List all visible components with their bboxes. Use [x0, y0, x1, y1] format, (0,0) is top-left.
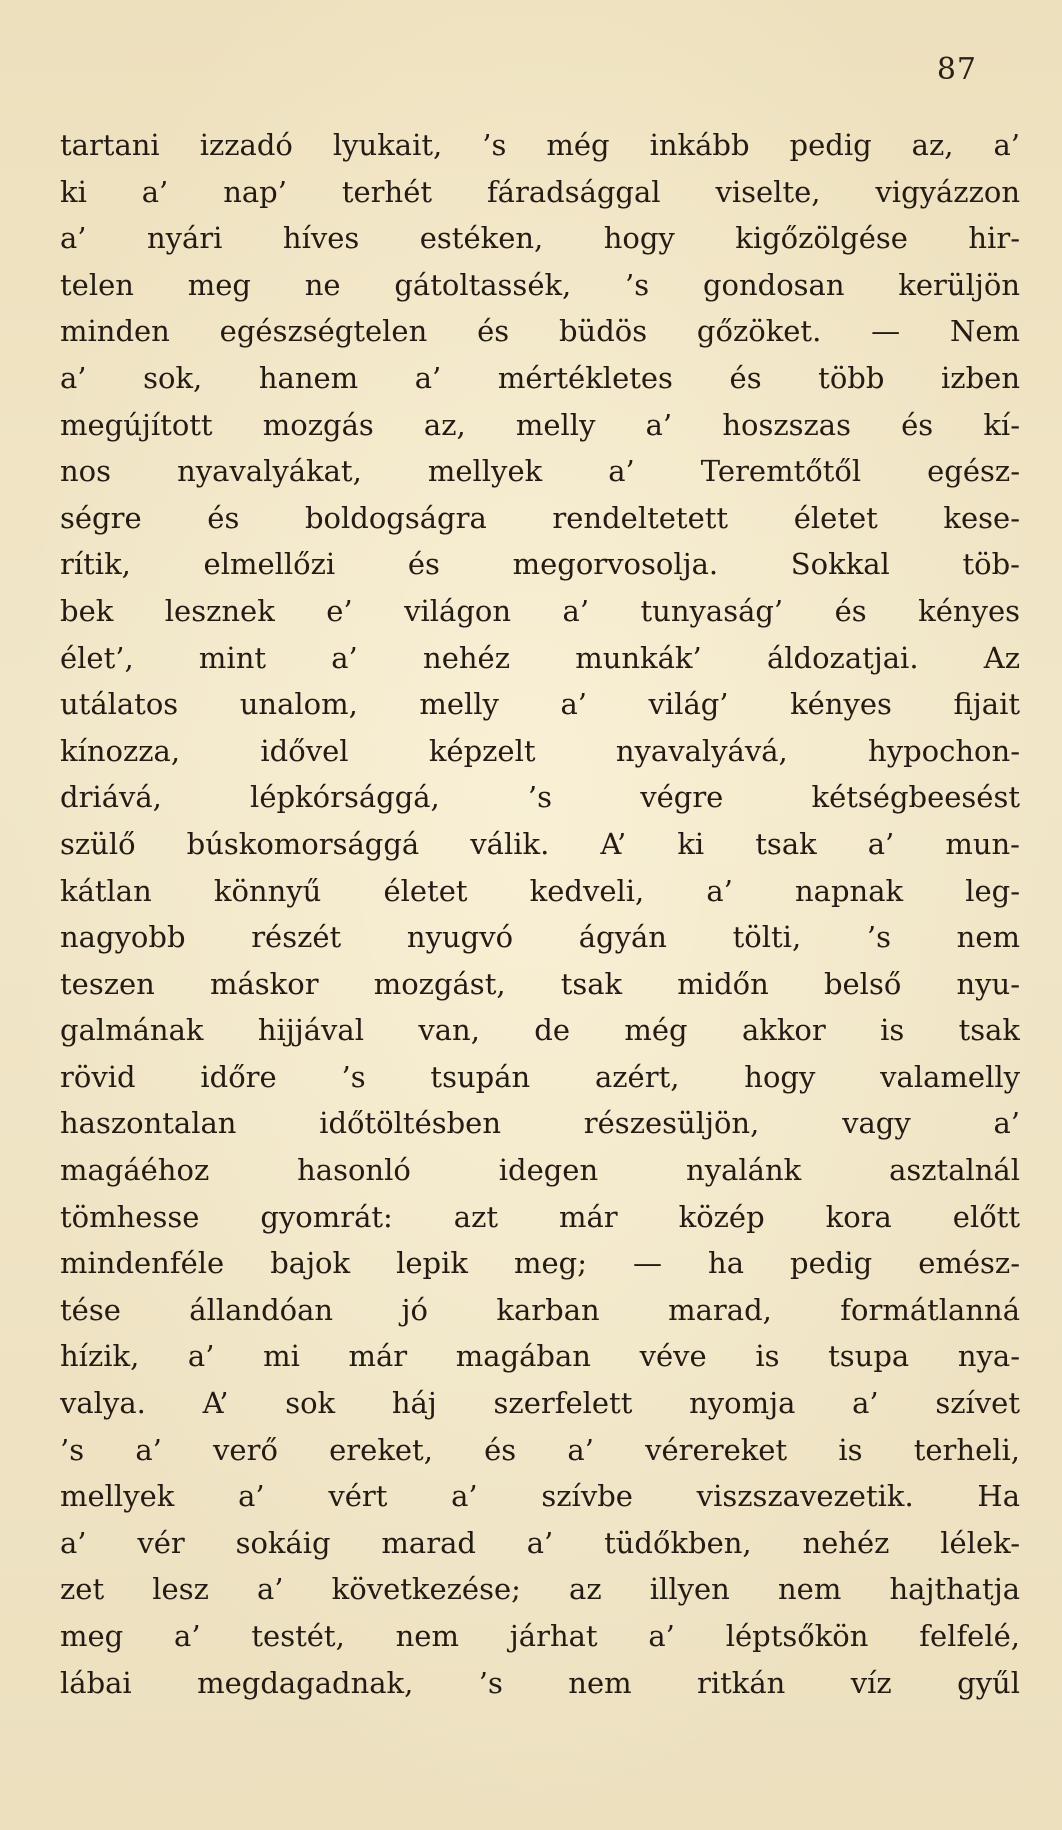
text-line: haszontalan időtöltésben részesüljön, vagy a’ [60, 1106, 1020, 1141]
text-line: a’ vér sokáig marad a’ tüdőkben, nehéz lélek- [60, 1525, 1020, 1560]
text-line: hízik, a’ mi már magában véve is tsupa nya- [60, 1339, 1020, 1374]
text-line: utálatos unalom, melly a’ világ’ kényes fijait [60, 687, 1020, 722]
text-line: ségre és boldogságra rendeltetett életet kese- [60, 500, 1020, 535]
text-line: ki a’ nap’ terhét fáradsággal viselte, vigyázzon [60, 174, 1020, 209]
text-line: rövid időre ’s tsupán azért, hogy valamelly [60, 1059, 1020, 1094]
text-line: nos nyavalyákat, mellyek a’ Teremtőtől egész- [60, 454, 1020, 489]
text-line: valya. A’ sok háj szerfelett nyomja a’ szívet [60, 1386, 1020, 1421]
text-line: szülő búskomorsággá válik. A’ ki tsak a’ mun- [60, 826, 1020, 861]
text-line: telen meg ne gátoltassék, ’s gondosan kerüljön [60, 267, 1020, 302]
text-line: tartani izzadó lyukait, ’s még inkább pedig az, a’ [60, 128, 1020, 162]
text-line: a’ nyári híves estéken, hogy kigőzölgése hir- [60, 221, 1020, 256]
text-line: tömhesse gyomrát: azt már közép kora előtt [60, 1199, 1020, 1234]
text-line: mellyek a’ vért a’ szívbe viszszavezetik. Ha [60, 1479, 1020, 1514]
body-text [60, 122, 1020, 1706]
text-line: galmának hijjával van, de még akkor is tsak [60, 1013, 1020, 1048]
text-line: a’ sok, hanem a’ mértékletes és több izben [60, 360, 1020, 395]
text-line: driává, lépkórsággá, ’s végre kétségbeesést [60, 780, 1020, 815]
text-line: magáéhoz hasonló idegen nyalánk asztalnál [60, 1153, 1020, 1188]
text-line: minden egészségtelen és büdös gőzöket. — Nem [60, 314, 1020, 349]
text-line: lábai megdagadnak, ’s nem ritkán víz gyűl [60, 1665, 1020, 1700]
text-line: teszen máskor mozgást, tsak midőn belső nyu- [60, 966, 1020, 1001]
text-line: tése állandóan jó karban marad, formátlanná [60, 1292, 1020, 1327]
text-line: zet lesz a’ következése; az illyen nem hajthatja [60, 1572, 1020, 1607]
text-line: meg a’ testét, nem járhat a’ léptsőkön felfelé, [60, 1619, 1020, 1653]
text-line: bek lesznek e’ világon a’ tunyaság’ és kényes [60, 593, 1020, 628]
text-line: kátlan könnyű életet kedveli, a’ napnak leg- [60, 873, 1020, 908]
page-number: 87 [936, 52, 977, 87]
text-line: ’s a’ verő ereket, és a’ vérereket is terheli, [60, 1432, 1020, 1467]
text-line: kínozza, idővel képzelt nyavalyává, hypochon- [60, 733, 1020, 768]
text-line: nagyobb részét nyugvó ágyán tölti, ’s nem [60, 920, 1020, 955]
text-line: megújított mozgás az, melly a’ hoszszas és kí- [60, 407, 1020, 442]
text-line: élet’, mint a’ nehéz munkák’ áldozatjai. Az [60, 640, 1020, 675]
text-line: mindenféle bajok lepik meg; — ha pedig emész- [60, 1246, 1020, 1281]
text-line: rítik, elmellőzi és megorvosolja. Sokkal töb- [60, 547, 1020, 582]
